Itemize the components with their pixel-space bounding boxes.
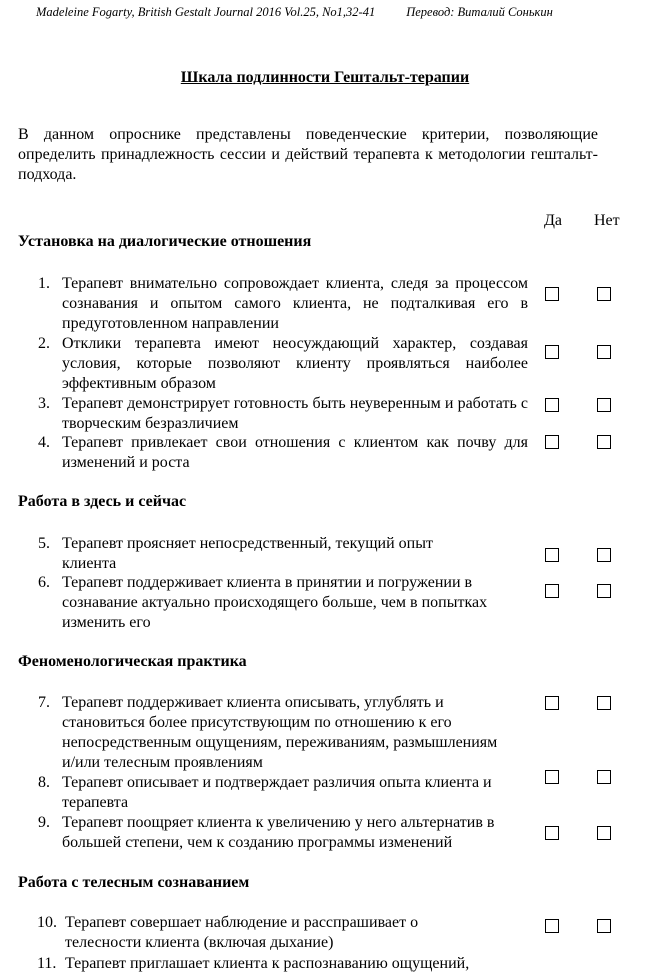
question-item-5 bbox=[38, 534, 528, 574]
section-title-dialogic: Установка на диалогические отношения bbox=[18, 233, 312, 250]
checkbox-yes-4[interactable] bbox=[545, 435, 559, 449]
item-number: 8. bbox=[38, 774, 50, 791]
checkbox-yes-9[interactable] bbox=[545, 826, 559, 840]
checkbox-no-2[interactable] bbox=[597, 345, 611, 359]
citation-header bbox=[36, 5, 553, 20]
item-number: 9. bbox=[38, 814, 50, 831]
checkbox-no-1[interactable] bbox=[597, 287, 611, 301]
checkbox-no-5[interactable] bbox=[597, 548, 611, 562]
item-text: Терапевт приглашает клиента к распознаванию ощущений, bbox=[65, 955, 470, 972]
item-number: 11. bbox=[37, 955, 57, 972]
question-item-2 bbox=[38, 334, 528, 394]
checkbox-yes-10[interactable] bbox=[545, 919, 559, 933]
intro-paragraph: В данном опроснике представлены поведенческие критерии, позволяющие определить принадлежность сессии и действий терапевта к методологии гештальт-подхода. bbox=[18, 126, 598, 183]
question-item-4 bbox=[38, 433, 528, 473]
checkbox-yes-6[interactable] bbox=[545, 584, 559, 598]
checkbox-yes-2[interactable] bbox=[545, 345, 559, 359]
item-number: 7. bbox=[38, 694, 50, 711]
question-item-3 bbox=[38, 394, 528, 434]
checkbox-no-7[interactable] bbox=[597, 696, 611, 710]
section-title-phenomenological: Феноменологическая практика bbox=[18, 653, 247, 670]
question-item-7 bbox=[38, 693, 528, 773]
item-number: 2. bbox=[38, 335, 50, 352]
citation-text: Madeleine Fogarty, British Gestalt Journal 2016 Vol.25, No1,32-41 bbox=[36, 5, 376, 19]
question-item-10 bbox=[38, 913, 528, 953]
item-number: 5. bbox=[38, 535, 50, 552]
item-text: Терапевт совершает наблюдение и расспрашивает о телесности клиента (включая дыхание) bbox=[65, 914, 419, 951]
checkbox-yes-7[interactable] bbox=[545, 696, 559, 710]
item-number: 6. bbox=[38, 574, 50, 591]
checkbox-no-8[interactable] bbox=[597, 770, 611, 784]
item-number: 1. bbox=[38, 275, 50, 292]
item-text: Терапевт поощряет клиента к увеличению у него альтернатив в большей степени, чем к созданию программы изменений bbox=[62, 814, 495, 851]
checkbox-no-4[interactable] bbox=[597, 435, 611, 449]
question-item-6 bbox=[38, 573, 528, 633]
item-number: 3. bbox=[38, 395, 50, 412]
question-item-1 bbox=[38, 274, 528, 334]
checkbox-no-3[interactable] bbox=[597, 398, 611, 412]
column-header-yes: Да bbox=[544, 212, 563, 229]
checkbox-yes-5[interactable] bbox=[545, 548, 559, 562]
item-text: Отклики терапевта имеют неосуждающий характер, создавая условия, которые позволяют клиенту проявляться наиболее эффективным образом bbox=[62, 335, 528, 392]
item-text: Терапевт демонстрирует готовность быть неуверенным и работать с творческим безразличием bbox=[62, 395, 528, 432]
checkbox-no-9[interactable] bbox=[597, 826, 611, 840]
question-item-9 bbox=[38, 813, 528, 853]
item-text: Терапевт внимательно сопровождает клиента, следя за процессом сознавания и опытом самого клиента, не подталкивая его в предуготовленном направлении bbox=[62, 275, 528, 332]
checkbox-yes-8[interactable] bbox=[545, 770, 559, 784]
item-number: 10. bbox=[37, 914, 57, 931]
item-number: 4. bbox=[38, 434, 50, 451]
question-item-8 bbox=[38, 773, 528, 813]
item-text: Терапевт проясняет непосредственный, текущий опыт клиента bbox=[62, 535, 433, 572]
question-item-11 bbox=[38, 954, 528, 974]
checkbox-no-6[interactable] bbox=[597, 584, 611, 598]
page-title: Шкала подлинности Гештальт-терапии bbox=[180, 69, 470, 86]
checkbox-no-10[interactable] bbox=[597, 919, 611, 933]
section-title-body-awareness: Работа с телесным сознаванием bbox=[18, 874, 250, 891]
item-text: Терапевт поддерживает клиента описывать, углублять и становиться более присутствующим по отношению к его непосредственным ощущениям, переживаниям, размышлениям и/или телесным проявлениям bbox=[62, 694, 498, 771]
section-title-here-and-now: Работа в здесь и сейчас bbox=[18, 493, 187, 510]
checkbox-yes-3[interactable] bbox=[545, 398, 559, 412]
item-text: Терапевт поддерживает клиента в принятии и погружении в сознавание актуально происходящего больше, чем в попытках изменить его bbox=[62, 574, 488, 631]
checkbox-yes-1[interactable] bbox=[545, 287, 559, 301]
column-header-no: Нет bbox=[594, 212, 620, 229]
item-text: Терапевт описывает и подтверждает различия опыта клиента и терапевта bbox=[62, 774, 492, 811]
translation-credit: Перевод: Виталий Сонькин bbox=[406, 5, 553, 19]
item-text: Терапевт привлекает свои отношения с клиентом как почву для изменений и роста bbox=[62, 434, 528, 471]
